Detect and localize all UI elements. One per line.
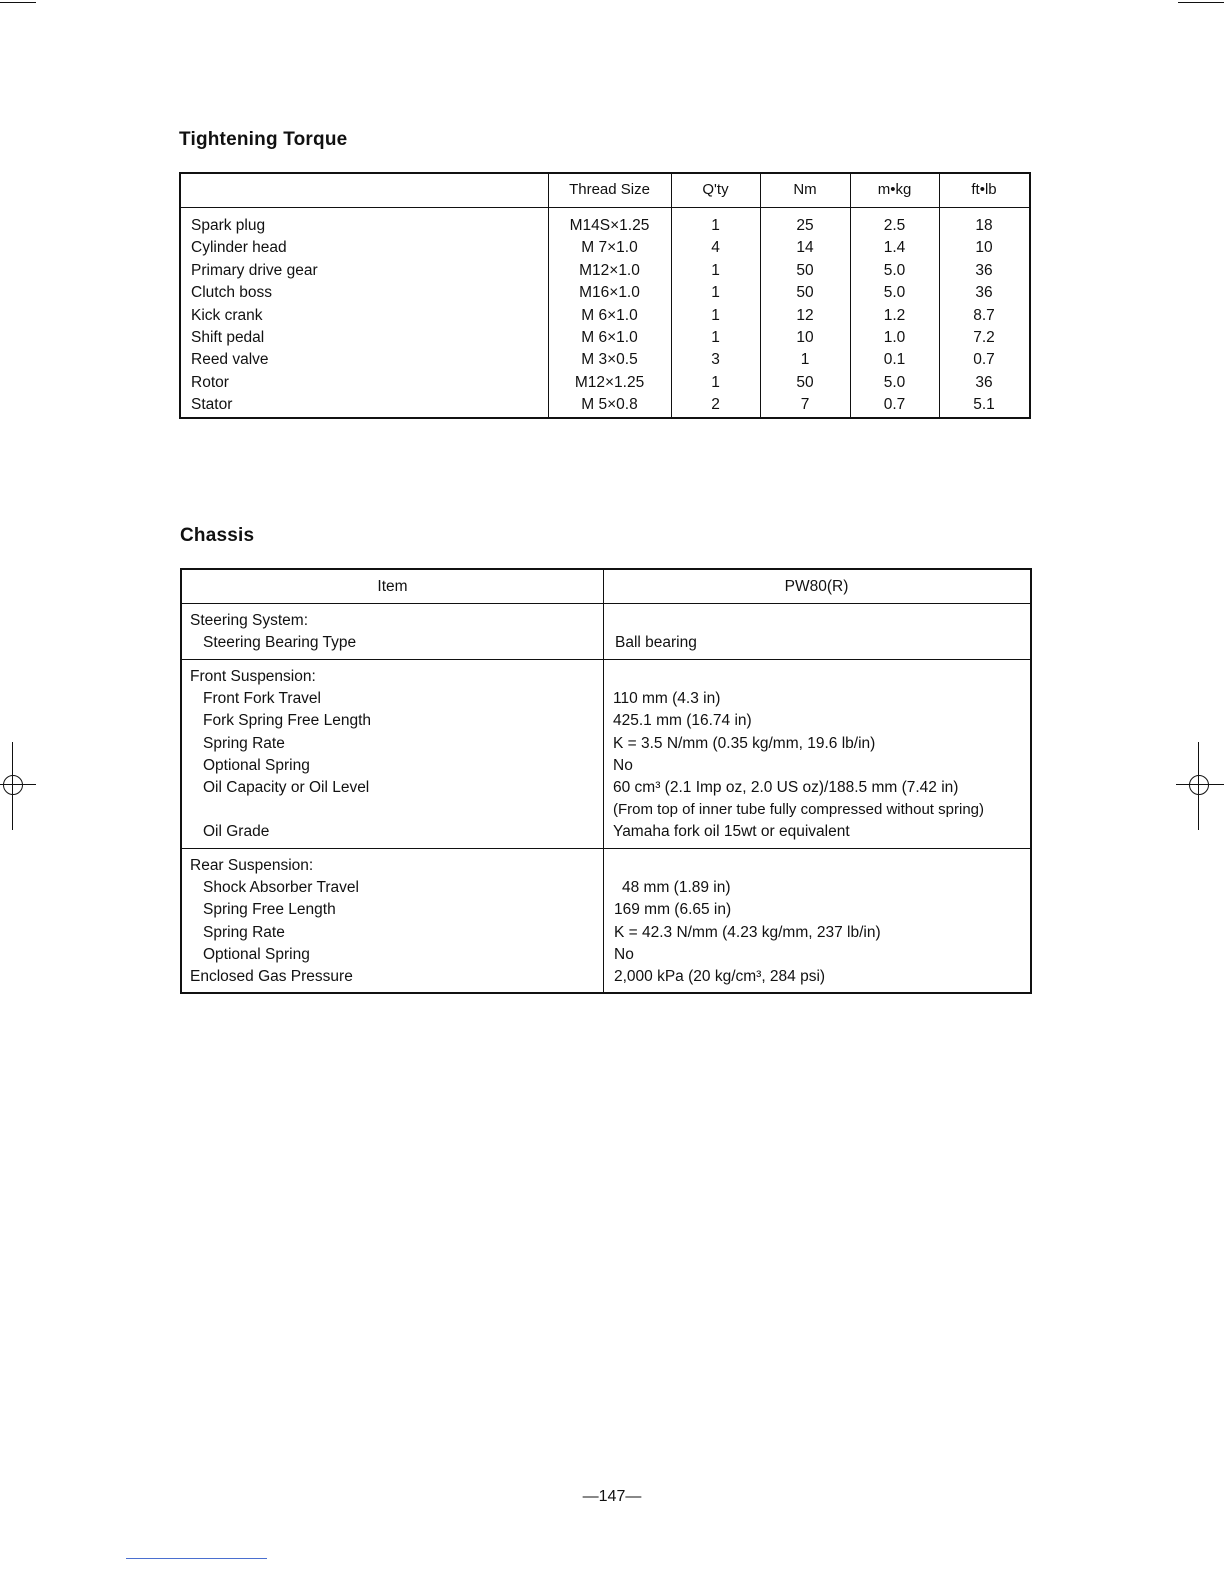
part-name: Clutch boss	[191, 284, 272, 302]
item-value: Yamaha fork oil 15wt or equivalent	[613, 823, 850, 841]
front-suspension-values	[613, 666, 1030, 844]
rear-suspension-items	[190, 855, 600, 988]
ftlb-value: 8.7	[973, 306, 995, 324]
thread-size: M 6×1.0	[581, 306, 638, 324]
nm-value: 1	[800, 351, 810, 369]
mkg-value: 5.0	[883, 284, 906, 302]
part-name: Reed valve	[191, 351, 269, 369]
mkg-column	[850, 215, 939, 417]
item-label: Shock Absorber Travel	[203, 879, 359, 897]
part-name: Spark plug	[191, 217, 266, 234]
chassis-table	[180, 568, 1032, 994]
header-nm: Nm	[793, 181, 817, 198]
part-name-column	[191, 215, 318, 417]
item-label: Spring Rate	[203, 923, 285, 941]
mkg-value: 5.0	[883, 261, 906, 279]
registration-circle	[3, 775, 23, 795]
header-mkg: m•kg	[877, 181, 912, 198]
header-thread-size: Thread Size	[569, 181, 650, 198]
torque-section-title: Tightening Torque	[179, 129, 348, 150]
part-name: Kick crank	[191, 306, 263, 324]
item-label: Oil Grade	[203, 823, 270, 841]
qty: 4	[711, 239, 720, 257]
item-value: K = 42.3 N/mm (4.23 kg/mm, 237 lb/in)	[614, 923, 881, 941]
header-model: PW80(R)	[784, 578, 849, 595]
item-label: Steering System:	[190, 612, 309, 629]
mkg-value: 0.7	[883, 396, 906, 414]
page-number: —147—	[582, 1488, 642, 1505]
header-divider	[181, 207, 1029, 208]
part-name: Rotor	[191, 373, 229, 391]
part-name: Cylinder head	[191, 239, 287, 257]
thread-size-column	[548, 215, 671, 417]
mkg-value: 2.5	[883, 217, 906, 234]
torque-table	[179, 172, 1031, 419]
mkg-value: 1.4	[883, 239, 906, 257]
item-value: (From top of inner tube fully compressed without spring)	[613, 801, 984, 819]
item-label: Optional Spring	[203, 945, 310, 963]
nm-column	[760, 215, 850, 417]
nm-value: 10	[796, 328, 814, 346]
group-divider	[182, 659, 1030, 660]
thread-size: M12×1.0	[579, 261, 640, 279]
ftlb-value: 10	[975, 239, 993, 257]
nm-value: 7	[800, 396, 810, 414]
header-qty: Q'ty	[702, 181, 729, 198]
front-suspension-items	[190, 666, 600, 844]
item-label: Front Suspension:	[190, 668, 316, 685]
item-value: 60 cm³ (2.1 Imp oz, 2.0 US oz)/188.5 mm (7.42 in)	[613, 778, 959, 796]
crop-mark	[1178, 2, 1224, 3]
header-ftlb: ft•lb	[971, 181, 997, 198]
qty: 2	[711, 396, 720, 414]
item-label: Steering Bearing Type	[203, 634, 357, 652]
mkg-value: 5.0	[883, 373, 906, 391]
ftlb-value: 0.7	[973, 351, 995, 369]
item-label: Front Fork Travel	[203, 690, 321, 708]
ftlb-value: 36	[975, 373, 993, 391]
ftlb-value: 18	[975, 217, 993, 234]
qty: 1	[711, 217, 720, 234]
registration-circle	[1189, 775, 1209, 795]
ftlb-value: 7.2	[973, 328, 995, 346]
item-label: Fork Spring Free Length	[203, 712, 372, 730]
ftlb-value: 36	[975, 261, 993, 279]
item-label: Optional Spring	[203, 756, 310, 774]
header-item: Item	[377, 578, 408, 595]
mkg-value: 0.1	[883, 351, 906, 369]
steering-values	[615, 610, 1030, 654]
item-label: Enclosed Gas Pressure	[190, 967, 353, 985]
item-label: Rear Suspension:	[190, 857, 314, 874]
qty: 1	[711, 328, 720, 346]
ftlb-value: 5.1	[973, 396, 995, 414]
item-label: Spring Free Length	[203, 901, 336, 919]
item-label	[190, 799, 600, 821]
part-name: Primary drive gear	[191, 261, 318, 279]
ftlb-value: 36	[975, 284, 993, 302]
nm-value: 14	[796, 239, 814, 257]
ftlb-column	[939, 215, 1029, 417]
qty: 1	[711, 306, 720, 324]
item-value	[615, 610, 1030, 632]
thread-size: M 3×0.5	[581, 351, 638, 369]
thread-size: M 6×1.0	[581, 328, 638, 346]
thread-size: M12×1.25	[574, 373, 645, 391]
qty-column	[671, 215, 760, 417]
item-value: 2,000 kPa (20 kg/cm³, 284 psi)	[614, 967, 826, 985]
thread-size: M16×1.0	[579, 284, 640, 302]
item-value: 425.1 mm (16.74 in)	[613, 712, 752, 730]
crop-mark	[0, 2, 36, 3]
mkg-value: 1.2	[883, 306, 906, 324]
item-value: K = 3.5 N/mm (0.35 kg/mm, 19.6 lb/in)	[613, 734, 876, 752]
item-label: Oil Capacity or Oil Level	[203, 778, 370, 796]
nm-value: 12	[796, 306, 814, 324]
part-name: Shift pedal	[191, 328, 265, 346]
thread-size: M14S×1.25	[569, 217, 650, 234]
qty: 1	[711, 261, 720, 279]
qty: 3	[711, 351, 720, 369]
nm-value: 50	[796, 284, 814, 302]
item-label: Spring Rate	[203, 734, 285, 752]
group-divider	[182, 848, 1030, 849]
nm-value: 50	[796, 373, 814, 391]
item-value: No	[613, 756, 633, 774]
part-name: Stator	[191, 396, 233, 414]
column-divider	[603, 570, 604, 992]
mkg-value: 1.0	[883, 328, 906, 346]
bottom-rule	[126, 1558, 267, 1559]
steering-items	[190, 610, 600, 654]
item-value: 110 mm (4.3 in)	[613, 690, 721, 708]
qty: 1	[711, 373, 720, 391]
item-value: 169 mm (6.65 in)	[614, 901, 732, 919]
item-value	[614, 855, 1030, 877]
thread-size: M 7×1.0	[581, 239, 638, 257]
item-value: No	[614, 945, 634, 963]
header-divider	[182, 603, 1030, 604]
nm-value: 50	[796, 261, 814, 279]
chassis-section-title: Chassis	[180, 525, 255, 546]
item-value: 48 mm (1.89 in)	[622, 879, 731, 897]
rear-suspension-values	[614, 855, 1030, 988]
item-value	[613, 666, 1030, 688]
qty: 1	[711, 284, 720, 302]
thread-size: M 5×0.8	[581, 396, 638, 414]
item-value: Ball bearing	[615, 634, 697, 652]
nm-value: 25	[796, 217, 814, 234]
